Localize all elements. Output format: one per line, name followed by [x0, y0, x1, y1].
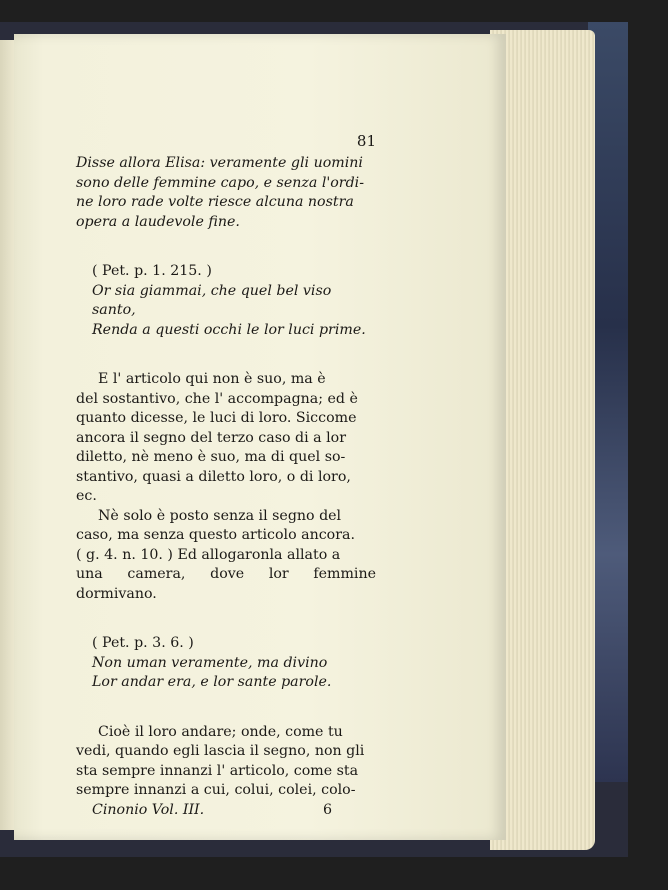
paragraph-3 — [76, 507, 376, 605]
text-line: ec. — [76, 488, 97, 504]
verse-2 — [76, 654, 376, 693]
text-line: ne loro rade volte riesce alcuna nostra — [76, 194, 354, 210]
text-line: caso, ma senza questo articolo ancora. — [76, 527, 355, 543]
text-line: sta sempre innanzi l' articolo, come sta — [76, 762, 359, 779]
paragraph-4 — [76, 723, 376, 801]
verse-line: Or sia giammai, che quel bel viso santo, — [92, 282, 332, 318]
signature-mark: 6 — [322, 801, 332, 818]
paragraph-2 — [76, 370, 376, 507]
text-line: diletto, nè meno è suo, ma di quel so- — [76, 449, 346, 465]
book-page — [14, 34, 506, 840]
text-line: Nè solo è posto senza il segno del — [98, 507, 342, 524]
text-line: del sostantivo, che l' accompagna; ed è — [76, 390, 358, 407]
text-line: quanto dicesse, le luci di loro. Siccome — [76, 410, 357, 426]
text-line: ancora il segno del terzo caso di a lor — [76, 429, 346, 446]
verse-line: Non uman veramente, ma divino — [92, 654, 328, 671]
verse-1 — [76, 282, 376, 341]
text-line: sempre innanzi a cui, colui, colei, colo- — [76, 782, 356, 798]
paragraph-1 — [76, 154, 376, 232]
text-line: Cioè il loro andare; onde, come tu — [98, 723, 343, 740]
text-line: opera a laudevole fine. — [76, 213, 240, 230]
signature-text: Cinonio Vol. III. — [92, 801, 205, 818]
verse-line: Lor andar era, e lor sante parole. — [92, 674, 332, 690]
citation-1: ( Pet. p. 1. 215. ) — [92, 263, 212, 279]
text-line: Disse allora Elisa: veramente gli uomini — [76, 155, 363, 171]
text-line: sono delle femmine capo, e senza l'ordi- — [76, 174, 364, 191]
page-number: 81 — [356, 132, 376, 150]
verse-line: Renda a questi occhi le lor luci prime. — [92, 321, 366, 338]
citation-2: ( Pet. p. 3. 6. ) — [92, 635, 194, 651]
text-line: ( g. 4. n. 10. ) Ed allogaronla allato a — [76, 546, 341, 563]
text-line: vedi, quando egli lascia il segno, non gli — [76, 743, 365, 759]
text-line: E l' articolo qui non è suo, ma è — [98, 371, 326, 387]
text-line: stantivo, quasi a diletto loro, o di loro, — [76, 468, 351, 485]
page-text — [76, 132, 376, 820]
text-line: una camera, dove lor femmine dormivano. — [76, 566, 376, 602]
signature-line — [76, 801, 376, 821]
